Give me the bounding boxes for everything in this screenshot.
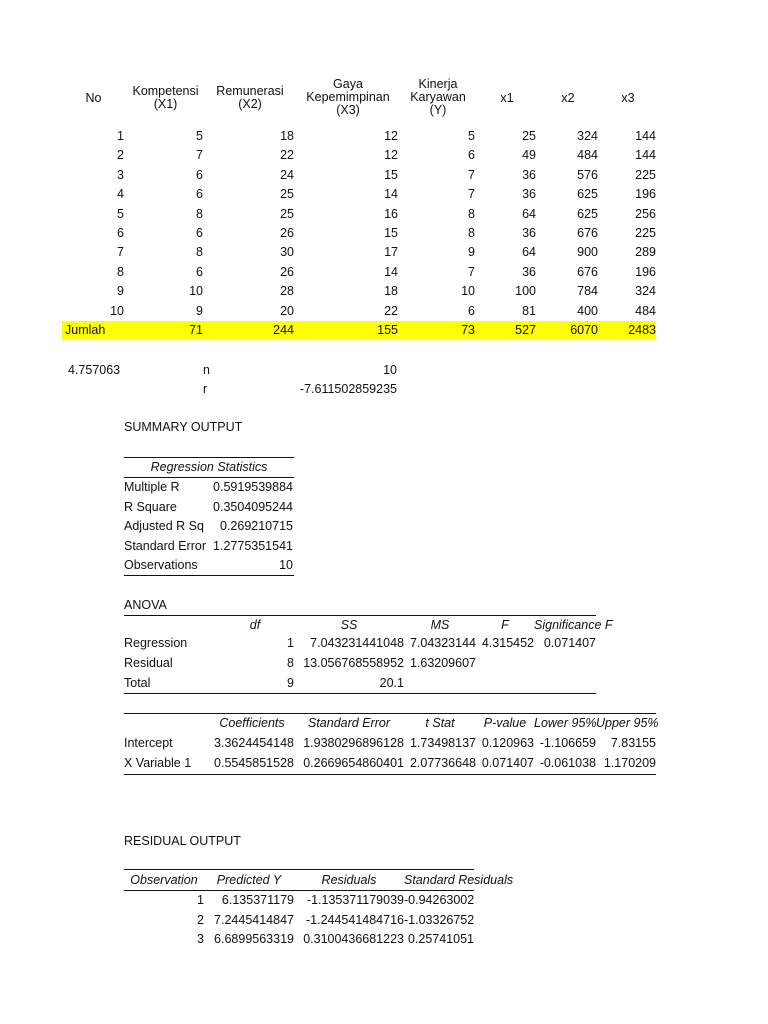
coef-cell: 2.07736648	[409, 756, 476, 770]
table-cell: 676	[577, 226, 598, 240]
reg-stats-bottom-rule	[124, 575, 294, 576]
table-cell: 9	[196, 303, 203, 318]
totals-cell: 73	[461, 323, 475, 337]
anova-cell: 1	[287, 636, 294, 650]
table-cell: 289	[635, 245, 656, 260]
residual-header: Residuals	[321, 873, 377, 887]
table-cell: 6	[117, 226, 124, 240]
coef-cell: 1.170209	[603, 756, 656, 770]
table-cell: 6	[468, 148, 475, 163]
table-cell: 22	[280, 148, 294, 163]
residual-top-rule	[124, 869, 474, 870]
coef-cell: 1.73498137	[409, 736, 476, 750]
table-cell: 14	[384, 187, 398, 202]
residual-cell: 0.25741051	[407, 932, 474, 946]
table-cell: 5	[468, 129, 475, 143]
table-cell: 26	[280, 226, 294, 240]
residual-header: Observation	[130, 873, 198, 887]
table-cell: 196	[635, 264, 656, 279]
table-cell: 2	[117, 148, 124, 163]
coef-header: Standard Error	[308, 716, 390, 730]
coef-cell: 7.83155	[610, 736, 656, 750]
reg-stat-value: 1.2775351541	[213, 538, 293, 553]
table-cell: 4	[117, 187, 124, 202]
table-cell: 17	[384, 245, 398, 260]
table-cell: 5	[117, 206, 124, 221]
anova-header: df	[249, 618, 261, 632]
table-cell: 30	[280, 245, 294, 260]
anova-cell: 7.043231441048	[310, 636, 404, 650]
table-cell: 28	[280, 284, 294, 299]
residual-cell: 6.135371179	[221, 893, 294, 907]
table-cell: 484	[577, 148, 598, 163]
residual-cell: 7.2445414847	[214, 912, 294, 927]
table-cell: 8	[196, 206, 203, 221]
table-cell: 144	[635, 129, 656, 143]
table-cell: 9	[468, 245, 475, 260]
column-header: Kinerja Karyawan (Y)	[410, 77, 466, 117]
table-cell: 8	[117, 264, 124, 279]
anova-cell: 8	[287, 656, 294, 670]
table-cell: 225	[635, 167, 656, 182]
coef-cell: 1.9380296896128	[303, 736, 404, 750]
residual-cell: -1.03326752	[404, 912, 475, 927]
anova-title: ANOVA	[124, 598, 167, 612]
table-cell: 900	[577, 245, 598, 260]
table-cell: 6	[196, 226, 203, 240]
totals-cell: 155	[377, 323, 398, 337]
coef-row-label: X Variable 1	[124, 756, 192, 770]
column-header: x3	[621, 91, 635, 105]
totals-cell: 71	[189, 323, 203, 337]
table-cell: 324	[577, 129, 598, 143]
reg-stats-title: Regression Statistics	[150, 460, 268, 474]
anova-header: Significance F	[534, 618, 613, 632]
anova-cell: 20.1	[379, 676, 404, 690]
table-cell: 7	[468, 264, 475, 279]
reg-stat-label: R Square	[124, 499, 177, 514]
summary-title: SUMMARY OUTPUT	[124, 420, 243, 434]
coef-cell: 0.120963	[481, 736, 534, 750]
totals-cell: 6070	[570, 323, 598, 337]
residual-cell: 3	[197, 932, 204, 946]
table-cell: 36	[522, 226, 536, 240]
table-cell: 36	[522, 167, 536, 182]
table-cell: 10	[110, 303, 124, 318]
residual-header: Predicted Y	[216, 873, 282, 887]
coef-cell: 3.3624454148	[214, 736, 294, 750]
residual-cell: 0.3100436681223	[303, 932, 404, 946]
n-value: 10	[383, 363, 397, 377]
table-cell: 36	[522, 187, 536, 202]
totals-cell: 244	[273, 323, 294, 337]
residual-cell: 2	[197, 912, 204, 927]
table-cell: 100	[515, 284, 536, 299]
residual-title: RESIDUAL OUTPUT	[124, 834, 241, 848]
table-cell: 144	[635, 148, 656, 163]
reg-stat-label: Observations	[124, 558, 198, 572]
table-cell: 18	[280, 129, 294, 143]
table-cell: 7	[468, 187, 475, 202]
table-cell: 25	[280, 206, 294, 221]
table-cell: 25	[280, 187, 294, 202]
anova-row-label: Regression	[124, 636, 188, 650]
r-value: -7.611502859235	[299, 382, 397, 396]
coef-bottom-rule	[124, 774, 656, 775]
anova-cell: 13.056768558952	[303, 656, 404, 670]
coef-header: Coefficients	[219, 716, 285, 730]
table-cell: 256	[635, 206, 656, 221]
column-header: x2	[561, 91, 575, 105]
anova-bottom-rule	[124, 693, 596, 694]
reg-stat-value: 0.5919539884	[213, 480, 293, 494]
table-cell: 400	[577, 303, 598, 318]
coef-header: t Stat	[425, 716, 455, 730]
table-cell: 49	[522, 148, 536, 163]
column-header: Kompetensi (X1)	[132, 84, 199, 111]
table-cell: 14	[384, 264, 398, 279]
table-cell: 22	[384, 303, 398, 318]
table-cell: 26	[280, 264, 294, 279]
table-cell: 24	[280, 167, 294, 182]
table-cell: 625	[577, 206, 598, 221]
coef-header: P-value	[483, 716, 527, 730]
column-header: Gaya Kepemimpinan (X3)	[306, 77, 390, 117]
table-cell: 36	[522, 264, 536, 279]
coef-row-label: Intercept	[124, 736, 173, 750]
totals-cell: 2483	[628, 323, 656, 337]
table-cell: 16	[384, 206, 398, 221]
anova-cell: 1.63209607	[409, 656, 476, 670]
table-cell: 6	[196, 167, 203, 182]
table-cell: 784	[577, 284, 598, 299]
anova-cell: 0.071407	[543, 636, 596, 650]
table-cell: 484	[635, 303, 656, 318]
table-cell: 6	[196, 264, 203, 279]
coef-header: Upper 95%	[596, 716, 659, 730]
value-a: 4.757063	[68, 363, 121, 377]
table-cell: 1	[117, 129, 124, 143]
table-cell: 676	[577, 264, 598, 279]
reg-stat-label: Multiple R	[124, 480, 180, 494]
table-cell: 576	[577, 167, 598, 182]
table-cell: 10	[189, 284, 203, 299]
reg-stat-label: Adjusted R Sq	[124, 519, 204, 533]
residual-cell: -0.94263002	[404, 893, 475, 907]
residual-cell: -1.135371179039	[306, 893, 404, 907]
table-cell: 3	[117, 167, 124, 182]
table-cell: 64	[522, 245, 536, 260]
column-header: x1	[500, 91, 514, 105]
table-cell: 625	[577, 187, 598, 202]
table-cell: 7	[117, 245, 124, 260]
residual-cell: 1	[197, 893, 204, 907]
anova-row-label: Total	[124, 676, 151, 690]
totals-cell: 527	[515, 323, 536, 337]
reg-stat-value: 10	[279, 558, 293, 572]
column-header: Remunerasi (X2)	[216, 84, 284, 111]
reg-stat-value: 0.269210715	[220, 519, 293, 533]
table-cell: 18	[384, 284, 398, 299]
r-label: r	[203, 382, 208, 396]
table-cell: 12	[384, 129, 398, 143]
table-cell: 5	[196, 129, 203, 143]
column-header: No	[85, 91, 102, 105]
table-cell: 9	[117, 284, 124, 299]
coef-cell: 0.071407	[481, 756, 534, 770]
table-cell: 25	[522, 129, 536, 143]
anova-row-label: Residual	[124, 656, 173, 670]
coef-cell: 0.5545851528	[214, 756, 294, 770]
table-cell: 20	[280, 303, 294, 318]
anova-cell: 4.315452	[481, 636, 534, 650]
table-cell: 324	[635, 284, 656, 299]
table-cell: 8	[468, 206, 475, 221]
anova-cell: 7.04323144	[409, 636, 476, 650]
table-cell: 12	[384, 148, 398, 163]
anova-cell: 9	[287, 676, 294, 690]
table-cell: 196	[635, 187, 656, 202]
table-cell: 15	[384, 167, 398, 182]
table-cell: 64	[522, 206, 536, 221]
table-cell: 8	[468, 226, 475, 240]
coef-cell: 0.2669654860401	[303, 756, 404, 770]
anova-header: MS	[430, 618, 450, 632]
residual-header: Standard Residuals	[404, 873, 514, 887]
totals-label: Jumlah	[65, 323, 106, 337]
table-cell: 7	[196, 148, 203, 163]
residual-cell: -1.244541484716	[305, 912, 404, 927]
reg-stat-value: 0.3504095244	[213, 499, 293, 514]
anova-header: F	[501, 618, 509, 632]
table-cell: 6	[196, 187, 203, 202]
coef-cell: -0.061038	[539, 756, 596, 770]
table-cell: 10	[461, 284, 475, 299]
table-cell: 225	[635, 226, 656, 240]
anova-header: SS	[340, 618, 358, 632]
coef-cell: -1.106659	[539, 736, 596, 750]
table-cell: 7	[468, 167, 475, 182]
residual-cell: 6.6899563319	[214, 932, 294, 946]
n-label: n	[203, 363, 210, 377]
table-cell: 8	[196, 245, 203, 260]
reg-stat-label: Standard Error	[124, 538, 206, 553]
table-cell: 6	[468, 303, 475, 318]
table-cell: 15	[384, 226, 398, 240]
table-cell: 81	[522, 303, 536, 318]
coef-header: Lower 95%	[534, 716, 597, 730]
